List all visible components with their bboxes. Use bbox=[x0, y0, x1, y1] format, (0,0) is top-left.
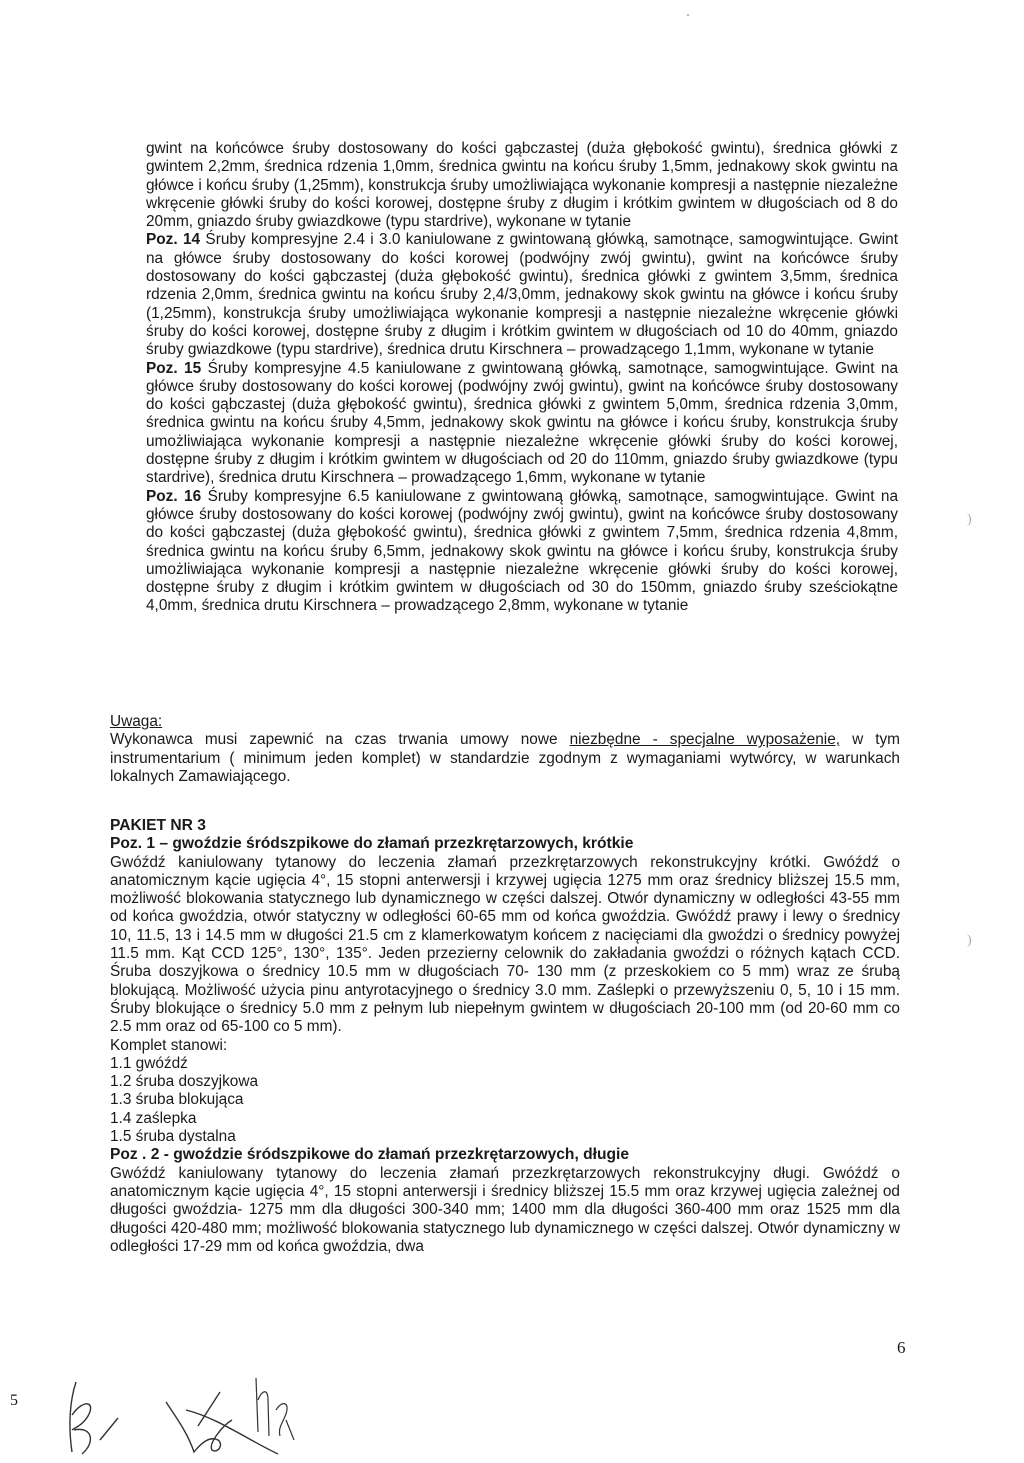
list-item: 1.4 zaślepka bbox=[110, 1109, 197, 1127]
page-number: 6 bbox=[897, 1338, 906, 1357]
poz1-text: Gwóźdź kaniulowany tytanowy do leczenia złamań przezkrętarzowych rekonstrukcyjny krótki. Gwóźdź o anatomicznym kącie ugięcia 4°, 15 stopni anterwersji i krzywej ugięcia 1275 mm oraz średnicy bliższej 15.5 mm, możliwość blokowania statycznego lub dynamicznego w części dalszej. Otwór dynamiczny w odległości 43-55 mm od końca gwoździa, otwór statyczny w odległości 60-65 mm od końca gwoździa. Gwóźdź prawy i lewy o średnicy 10, 11.5, 13 i 14.5 mm w długości 21.5 cm z klamerkowatym końcem z nacięciami dla gwoździ o średnicy powyżej 11.5 mm. Kąt CCD 125°, 130°, 135°. Jeden przezierny celownik do zakładania gwoździ o różnych kątach CCD. Śruba doszyjkowa o średnicy 10.5 mm w długościach 70- 130 mm (z przeskokiem co 5 mm) wraz ze śrubą blokującą. Możliwość użycia pinu antyrotacyjnego o średnicy 3.0 mm. Zaślepki o przewyższeniu 0, 5, 10 i 15 mm. Śruby blokujące o średnicy 5.0 mm z pełnym lub niepełnym gwintem w długościach 20-100 mm (od 20-60 mm co 2.5 mm oraz od 65-100 co 5 mm). bbox=[110, 853, 900, 1036]
note-text-before: Wykonawca musi zapewnić na czas trwania umowy nowe bbox=[110, 731, 570, 749]
poz1-title: Poz. 1 – gwoździe śródszpikowe do złamań przezkrętarzowych, krótkie bbox=[110, 835, 634, 853]
poz15-label: Poz. 15 bbox=[146, 359, 202, 377]
pakiet-title: PAKIET NR 3 bbox=[110, 817, 206, 834]
pakiet-3-block bbox=[110, 817, 900, 1256]
komplet-label: Komplet stanowi: bbox=[110, 1036, 228, 1054]
poz16-label: Poz. 16 bbox=[146, 487, 202, 505]
screw-spec-block bbox=[146, 140, 898, 616]
note-label: Uwaga: bbox=[110, 713, 163, 730]
note-text-after: w tym instrumentarium ( minimum jeden komplet) w standardzie zgodnym z wymaganiami wytwórcy, w warunkach lokalnych Zamawiającego. bbox=[110, 731, 901, 785]
margin-tick: ) bbox=[967, 933, 972, 948]
poz14-text: Śruby kompresyjne 2.4 i 3.0 kaniulowane z gwintowaną główką, samotnące, samogwintujące. Gwint na główce śruby dostosowany do kości korowej (podwójny zwój gwintu), gwint na końcówce śruby dostosowany do kości gąbczastej (duża głębokość gwintu), średnica główki z gwintem 3,5mm, średnica rdzenia 2,0mm, średnica gwintu na końcu śruby 2,4/3,0mm, jednakowy skok gwintu na główce i końcu śruby (1,25mm), konstrukcja śruby umożliwiająca wykonanie kompresji a następnie niezależne wkręcenie główki śruby do kości korowej, dostępne śruby z długim i krótkim gwintem w długościach od 10 do 40mm, gniazdo śruby gwiazdkowe (typu stardrive), średnica drutu Kirschnera – prowadzącego 1,1mm, wykonane w tytanie bbox=[146, 231, 898, 359]
poz16-paragraph bbox=[146, 488, 898, 616]
list-item: 1.5 śruba dystalna bbox=[110, 1128, 236, 1146]
note-block bbox=[110, 713, 900, 786]
poz16-text: Śruby kompresyjne 6.5 kaniulowane z gwintowaną główką, samotnące, samogwintujące. Gwint na główce śruby dostosowany do kości korowej (podwójny zwój gwintu), gwint na końcówce śruby dostosowany do kości gąbczastej (duża głębokość gwintu), średnica główki z gwintem 7,5mm, średnica rdzenia 4,8mm, średnica gwintu na końcu śruby 6,5mm, jednakowy skok gwintu na główce i końcu śruby, konstrukcja śruby umożliwiająca wykonanie kompresji a następnie niezależne wkręcenie główki śruby do kości korowej, dostępne śruby z długim i krótkim gwintem w długościach od 30 do 150mm, gniazdo śruby sześciokątne 4,0mm, średnica drutu Kirschnera – prowadzącego 2,8mm, wykonane w tytanie bbox=[146, 487, 898, 615]
note-text bbox=[110, 731, 900, 786]
list-item: 1.1 gwóźdź bbox=[110, 1054, 188, 1072]
scan-speck bbox=[687, 14, 689, 16]
poz13-continuation: gwint na końcówce śruby dostosowany do kości gąbczastej (duża głębokość gwintu), średnica główki z gwintem 2,2mm, średnica rdzenia 1,0mm, średnica gwintu na końcu śruby 1,5mm, jednakowy skok gwintu na główce i końcu śruby (1,25mm), konstrukcja śruby umożliwiająca wykonanie kompresji a następnie niezależne wkręcenie główki śruby do kości korowej, dostępne śruby z długim i krótkim gwintem w długościach od 8 do 20mm, gniazdo śruby gwiazdkowe (typu stardrive), wykonane w tytanie bbox=[146, 140, 898, 231]
poz14-label: Poz. 14 bbox=[146, 231, 201, 249]
komplet-list bbox=[110, 1055, 900, 1146]
poz14-paragraph bbox=[146, 231, 898, 359]
signature-3 bbox=[246, 1370, 306, 1450]
signature-1 bbox=[56, 1370, 156, 1460]
list-item: 1.3 śruba blokująca bbox=[110, 1091, 244, 1109]
poz15-text: Śruby kompresyjne 4.5 kaniulowane z gwintowaną główką, samotnące, samogwintujące. Gwint na główce śruby dostosowany do kości korowej (podwójny zwój gwintu), gwint na końcówce śruby dostosowany do kości gąbczastej (duża głębokość gwintu), średnica główki z gwintem 5,0mm, średnica rdzenia 3,0mm, średnica gwintu na końcu śruby 4,5mm, jednakowy skok gwintu na główce i końcu śruby, konstrukcja śruby umożliwiająca wykonanie kompresji a następnie niezależne wkręcenie główki śruby do kości korowej, dostępne śruby z długim i krótkim gwintem w długościach od 20 do 110mm, gniazdo śruby gwiazdkowe (typu stardrive), średnica drutu Kirschnera – prowadzącego 1,6mm, wykonane w tytanie bbox=[146, 359, 898, 487]
poz2-title: Poz . 2 - gwoździe śródszpikowe do złamań przezkrętarzowych, długie bbox=[110, 1146, 630, 1164]
poz15-paragraph bbox=[146, 360, 898, 488]
list-item: 1.2 śruba doszyjkowa bbox=[110, 1073, 258, 1091]
margin-tick: ) bbox=[967, 512, 972, 527]
note-underlined: niezbędne - specjalne wyposażenie, bbox=[569, 731, 841, 749]
margin-mark: 5 bbox=[10, 1392, 18, 1409]
poz2-text: Gwóźdź kaniulowany tytanowy do leczenia złamań przezkrętarzowych rekonstrukcyjny długi. Gwóźdź o anatomicznym kącie ugięcia 4°, 15 stopni anterwersji i średnicy bliższej 15.5 mm oraz krzywej ugięcia zależnej od długości gwoździa- 1275 mm dla długości 300-340 mm; 1400 mm dla długości 360-400 mm oraz 1525 mm dla długości 420-480 mm; możliwość blokowania statycznego lub dynamicznego w części dalszej. Otwór dynamiczny w odległości 17-29 mm od końca gwoździa, dwa bbox=[110, 1164, 900, 1255]
